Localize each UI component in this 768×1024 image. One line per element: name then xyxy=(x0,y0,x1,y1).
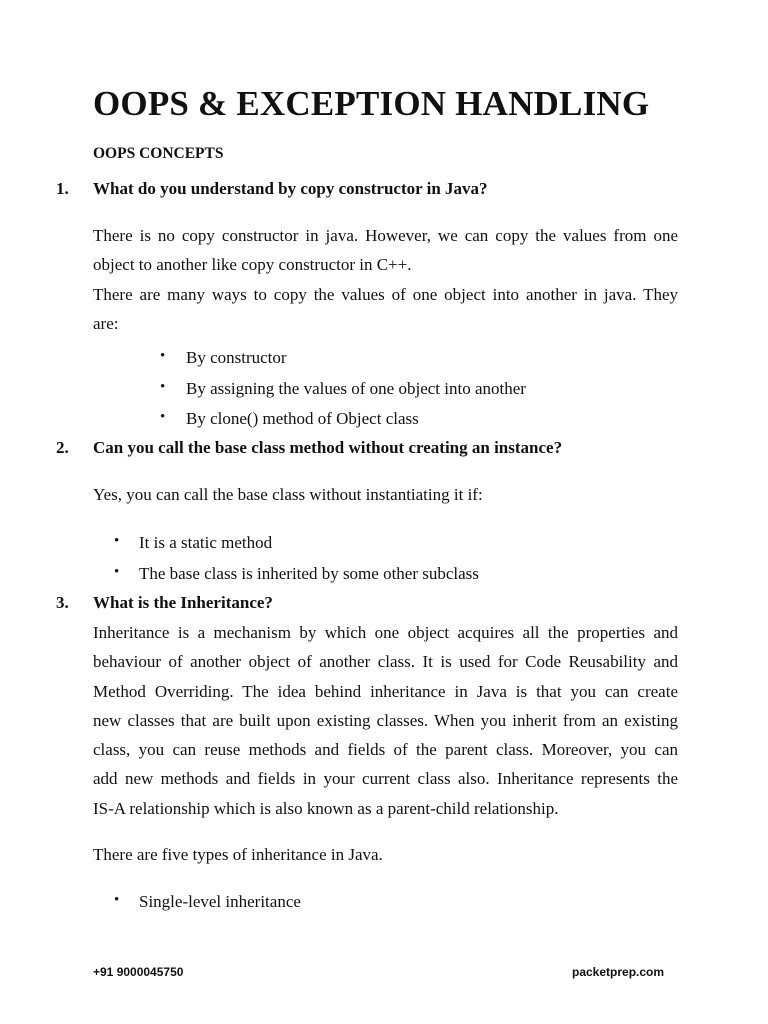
bullet-icon: • xyxy=(160,348,166,364)
footer-phone: +91 9000045750 xyxy=(93,965,184,979)
question-2-number: 2. xyxy=(56,438,69,457)
page-title: OOPS & EXCEPTION HANDLING xyxy=(93,84,650,123)
question-3-number: 3. xyxy=(56,593,69,612)
paragraph-line: There is no copy constructor in java. However, we can copy the values from one xyxy=(93,226,678,245)
bullet-icon: • xyxy=(114,564,120,580)
section-heading: OOPS CONCEPTS xyxy=(93,145,224,162)
question-2-answer: Yes, you can call the base class without instantiating it if: xyxy=(93,485,483,504)
list-item-text: Single-level inheritance xyxy=(139,892,301,911)
paragraph-line: Inheritance is a mechanism by which one object acquires all the properties and xyxy=(93,623,678,642)
question-1-number: 1. xyxy=(56,179,69,198)
paragraph-line: new classes that are built upon existing classes. When you inherit from an existing xyxy=(93,710,678,730)
inheritance-types-intro: There are five types of inheritance in Java. xyxy=(93,845,383,864)
paragraph-line: behaviour of another object of another class. It is used for Code Reusability and xyxy=(93,652,678,672)
paragraph-line: Method Overriding. The idea behind inheritance in Java is that you can create xyxy=(93,681,678,701)
paragraph-line: add new methods and fields in your current class also. Inheritance represents the xyxy=(93,769,678,789)
paragraph-line: class, you can reuse methods and fields of the parent class. Moreover, you can xyxy=(93,740,678,760)
list-item-text: By clone() method of Object class xyxy=(186,409,419,428)
question-1-text: What do you understand by copy constructor in Java? xyxy=(93,179,488,198)
bullet-icon: • xyxy=(114,533,120,549)
question-1-paragraph-1 xyxy=(93,221,678,280)
question-1-paragraph-2 xyxy=(93,280,678,339)
bullet-icon: • xyxy=(160,379,166,395)
paragraph-line: are: xyxy=(93,314,119,334)
question-2-text: Can you call the base class method without creating an instance? xyxy=(93,438,563,457)
bullet-icon: • xyxy=(160,409,166,425)
paragraph-line: There are many ways to copy the values of one object into another in java. They xyxy=(93,285,678,304)
list-item-text: The base class is inherited by some other subclass xyxy=(139,564,479,583)
list-item-text: By assigning the values of one object into another xyxy=(186,379,526,398)
paragraph-line: object to another like copy constructor in C++. xyxy=(93,255,412,275)
footer-website: packetprep.com xyxy=(572,965,665,979)
list-item-text: By constructor xyxy=(186,348,287,367)
bullet-icon: • xyxy=(114,892,120,908)
question-3-text: What is the Inheritance? xyxy=(93,593,273,612)
list-item-text: It is a static method xyxy=(139,533,273,552)
paragraph-line: IS-A relationship which is also known as a parent-child relationship. xyxy=(93,798,559,818)
question-3-paragraph xyxy=(93,618,678,823)
